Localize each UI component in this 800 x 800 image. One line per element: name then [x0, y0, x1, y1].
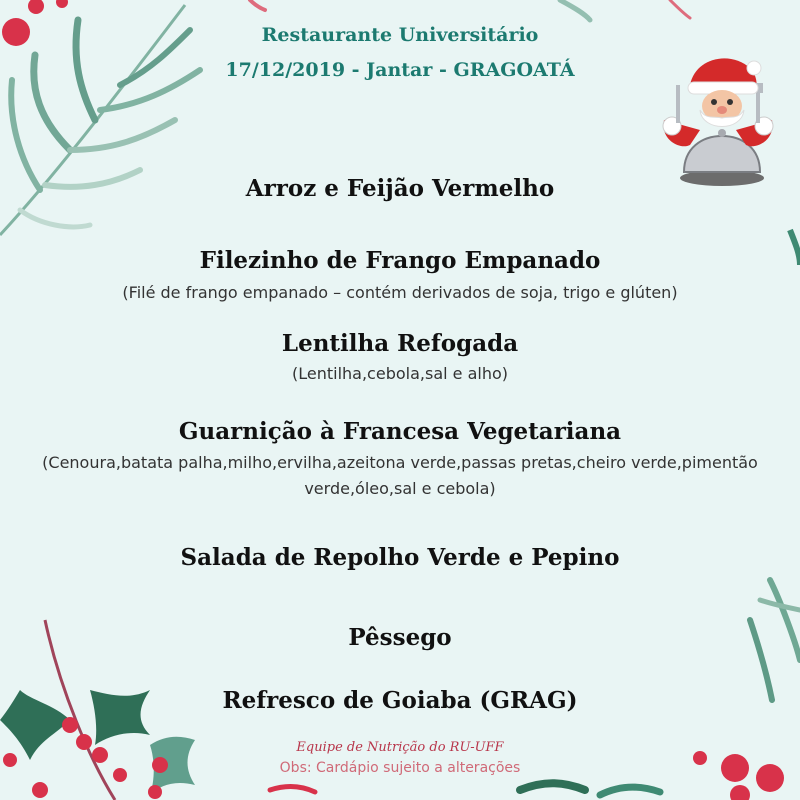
nutrition-team-credit: Equipe de Nutrição do RU-UFF	[296, 740, 504, 755]
menu-item-name: Guarnição à Francesa Vegetariana	[178, 418, 622, 445]
menu-item-name: Lentilha Refogada	[281, 330, 519, 357]
menu-item-description: (Filé de frango empanado – contém derivados de soja, trigo e glúten)	[122, 283, 678, 302]
menu-item-name: Refresco de Goiaba (GRAG)	[222, 687, 578, 714]
menu-item-name: Pêssego	[348, 624, 452, 651]
menu-item-name: Filezinho de Frango Empanado	[199, 247, 601, 274]
date-meal-location: 17/12/2019 - Jantar - GRAGOATÁ	[225, 59, 575, 81]
leaf-branch-icon	[250, 0, 690, 20]
page-title: Restaurante Universitário	[261, 24, 539, 46]
leaf-branch-icon	[270, 783, 660, 795]
menu-item-name: Salada de Repolho Verde e Pepino	[180, 544, 620, 571]
menu-item-description: (Lentilha,cebola,sal e alho)	[292, 364, 508, 383]
menu-disclaimer: Obs: Cardápio sujeito a alterações	[279, 760, 521, 776]
menu-item-name: Arroz e Feijão Vermelho	[245, 175, 555, 202]
menu-item-description: (Cenoura,batata palha,milho,ervilha,azeitona verde,passas pretas,cheiro verde,pimentão verde,óleo,sal e cebola)	[42, 453, 758, 498]
